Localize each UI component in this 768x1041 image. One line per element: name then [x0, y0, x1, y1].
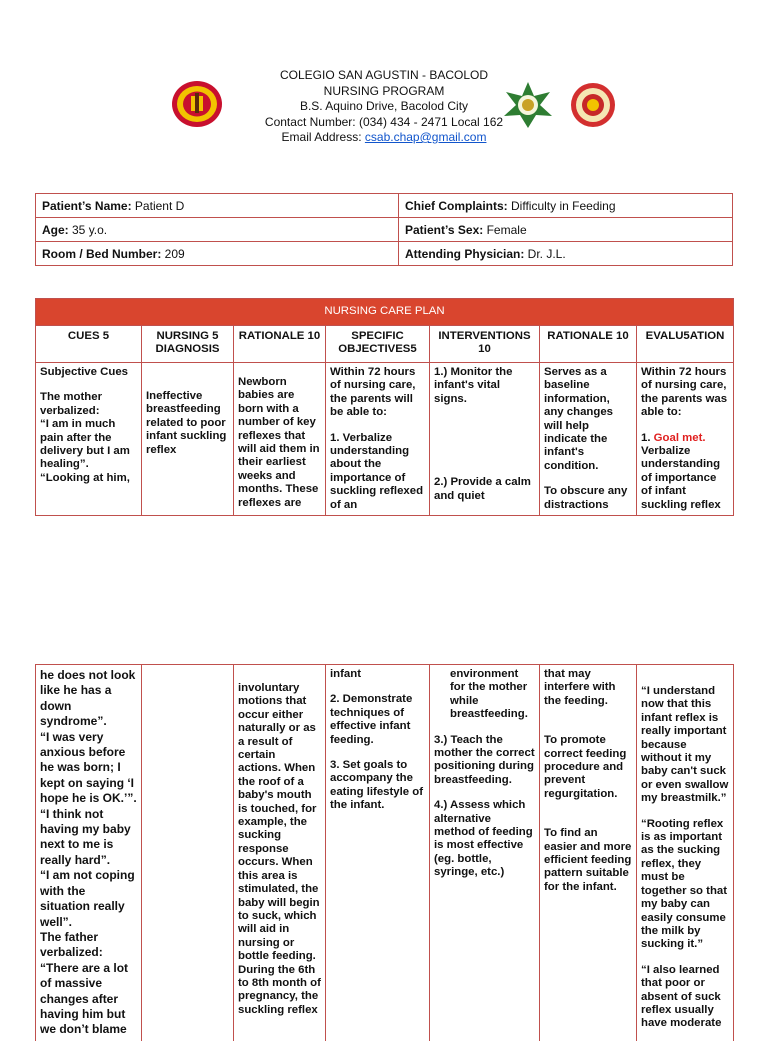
contact-number: Contact Number: (034) 434 - 2471 Local 162	[264, 114, 504, 129]
objectives-cell: Within 72 hours of nursing care, the parents will be able to: 1. Verbalize understanding about the importance of suckling reflexed of an	[326, 363, 430, 516]
col-evaluation: EVALU5ATION	[637, 326, 734, 363]
cues-cell: he does not look like he has a down syndrome”. “I was very anxious before he was born; I kept on saying ‘I hope he is OK.’”. “I think not having my baby next to me is really hard”. “I am not coping with the situation really well”. The father verbalized: “There are a lot of massive changes after having him but we don’t blame	[36, 665, 142, 1041]
email-line: Email Address: csab.chap@gmail.com	[281, 130, 487, 144]
nursing-care-plan-table-continued	[35, 664, 734, 1041]
cues-cell: Subjective Cues The mother verbalized: “I am in much pain after the delivery but I am healing”. “Looking at him,	[36, 363, 142, 516]
evaluation-cell: “I understand now that this infant reflex is really important because without it my baby can't suck or even swallow my breastmilk.” “Rooting reflex is as important as the sucking reflex, they must be together so that my baby can easily consume the milk by sucking it.” “I also learned that poor or absent of suck reflex usually have moderate	[637, 665, 734, 1041]
col-cues: CUES 5	[36, 326, 142, 363]
rationale-2-cell: Serves as a baseline information, any changes will help indicate the infant's condition. To obscure any distractions	[540, 363, 637, 516]
plan-row	[36, 363, 734, 516]
room-cell: Room / Bed Number: 209	[36, 242, 399, 266]
col-rationale-2: RATIONALE 10	[540, 326, 637, 363]
rationale-cell: involuntary motions that occur either naturally or as a result of certain actions. When the roof of a baby's mouth is touched, for example, the sucking response occurs. When this area is stimulated, the baby will begin to suck, which will aid in nursing or bottle feeding. During the 6th to 8th month of pregnancy, the suckling reflex	[234, 665, 326, 1041]
age-cell: Age: 35 y.o.	[36, 218, 399, 242]
objectives-cell: infant 2. Demonstrate techniques of effective infant feeding. 3. Set goals to accompany the eating lifestyle of the infant.	[326, 665, 430, 1041]
program-name: NURSING PROGRAM	[323, 83, 445, 98]
plan-header-row	[36, 326, 734, 363]
evaluation-cell: Within 72 hours of nursing care, the parents was able to: 1. Goal met. Verbalize understanding of importance of infant suckling reflex	[637, 363, 734, 516]
email-link[interactable]: csab.chap@gmail.com	[364, 130, 487, 144]
school-address: B.S. Aquino Drive, Bacolod City	[299, 99, 469, 113]
letterhead	[0, 68, 768, 146]
plan-row	[36, 665, 734, 1041]
sex-cell: Patient’s Sex: Female	[399, 218, 733, 242]
chief-complaint-cell: Chief Complaints: Difficulty in Feeding	[399, 194, 733, 218]
patient-name-cell: Patient’s Name: Patient D	[36, 194, 399, 218]
col-objectives: SPECIFIC OBJECTIVES5	[326, 326, 430, 363]
col-diagnosis: NURSING 5 DIAGNOSIS	[142, 326, 234, 363]
nursing-care-plan-table	[35, 298, 734, 516]
col-rationale: RATIONALE 10	[234, 326, 326, 363]
diagnosis-cell	[142, 665, 234, 1041]
school-name: COLEGIO SAN AGUSTIN - BACOLOD	[279, 68, 489, 82]
rationale-2-cell: that may interfere with the feeding. To promote correct feeding procedure and prevent regurgitation. To find an easier and more efficient feeding pattern suitable for the infant.	[540, 665, 637, 1041]
patient-info-table	[35, 193, 733, 266]
interventions-cell: 1.) Monitor the infant's vital signs. 2.) Provide a calm and quiet	[430, 363, 540, 516]
physician-cell: Attending Physician: Dr. J.L.	[399, 242, 733, 266]
plan-title: NURSING CARE PLAN	[36, 299, 734, 326]
goal-met-label: Goal met.	[653, 431, 706, 444]
diagnosis-cell: Ineffective breastfeeding related to poor infant suckling reflex	[142, 363, 234, 516]
col-interventions: INTERVENTIONS 10	[430, 326, 540, 363]
rationale-cell: Newborn babies are born with a number of key reflexes that will aid them in their earliest weeks and months. These reflexes are	[234, 363, 326, 516]
interventions-cell: environment for the mother while breastfeeding. 3.) Teach the mother the correct positioning during breastfeeding. 4.) Assess which alternative method of feeding is most effective (eg. bottle, syringe, etc.)	[430, 665, 540, 1041]
